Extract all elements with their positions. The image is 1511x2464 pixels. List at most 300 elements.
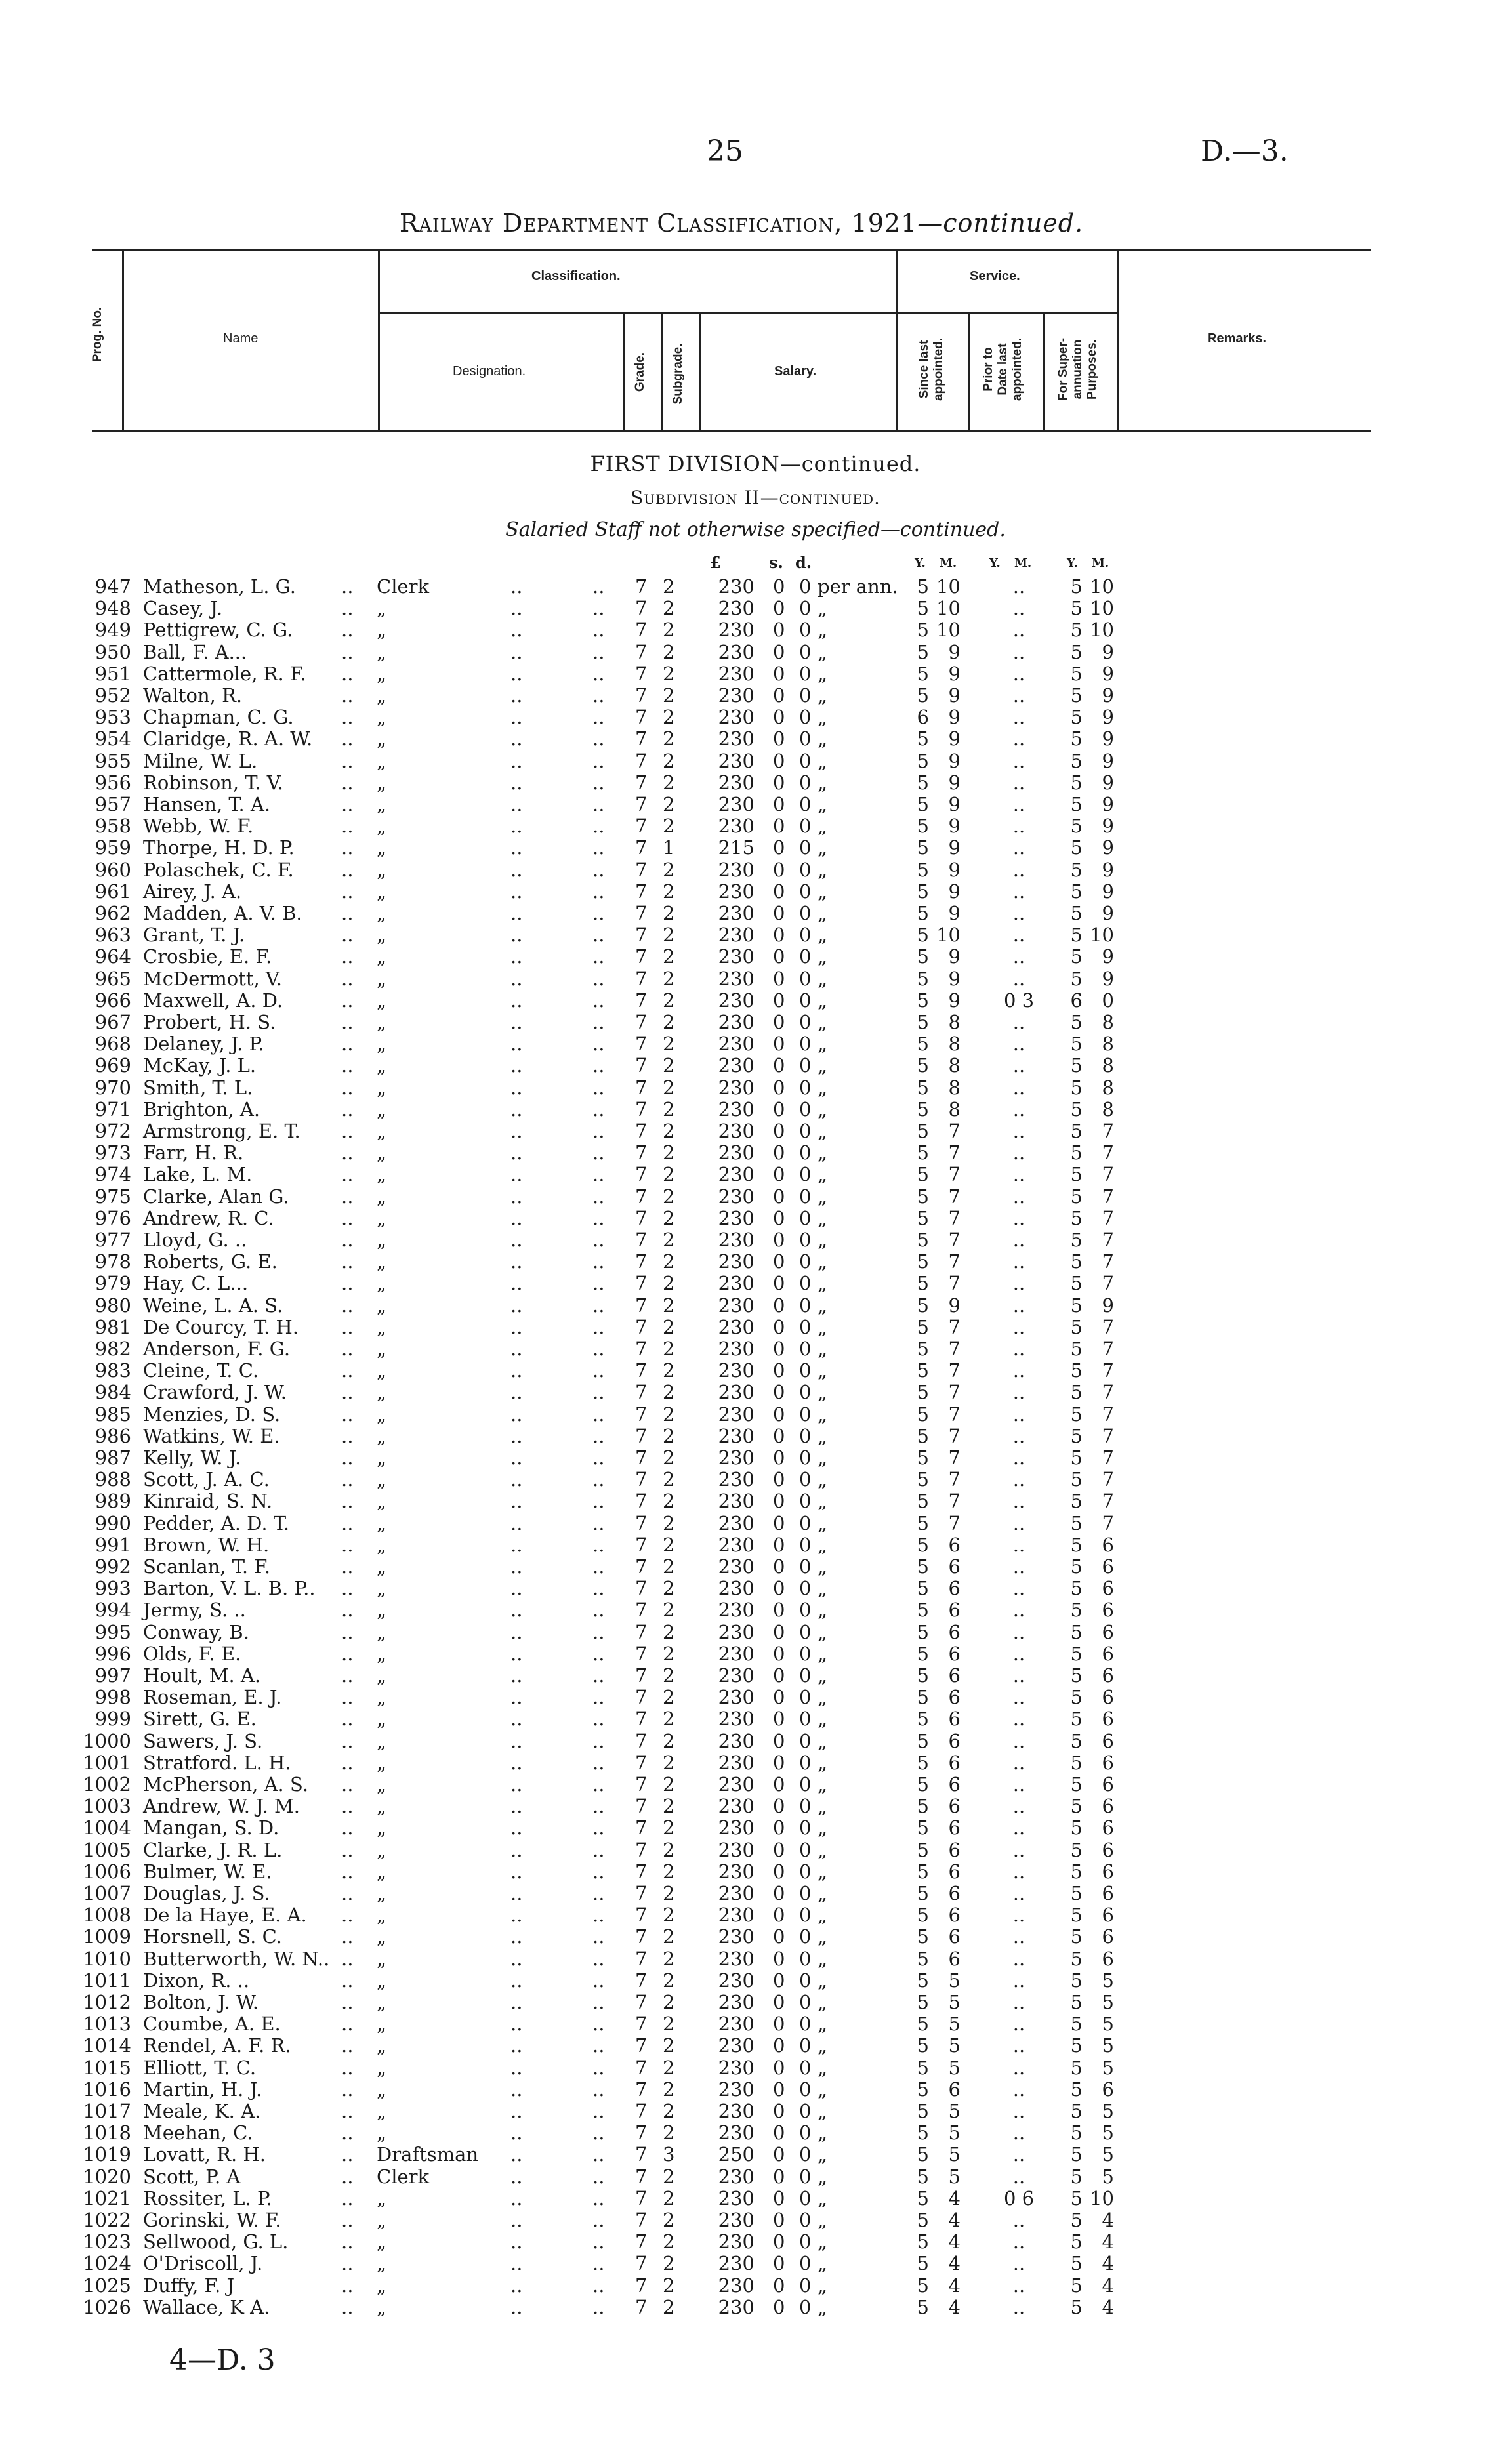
row-superannuation-years: 5 [1070,1729,1083,1752]
row-salary-pence: 0 [799,1468,812,1491]
row-salary-period: „ [818,945,828,968]
row-salary-shillings: 0 [773,1294,785,1317]
leader-dots: .. [510,706,523,729]
row-designation: Draftsman [377,2143,479,2166]
table-row [0,1251,1511,1273]
row-salary-shillings: 0 [773,1729,785,1752]
row-subgrade: 2 [663,793,675,815]
row-prior-service: .. [1012,1947,1025,1970]
row-subgrade: 2 [663,2122,675,2145]
table-row [0,903,1511,924]
leader-dots: .. [341,1054,354,1077]
row-superannuation-years: 5 [1070,945,1083,968]
row-designation: „ [377,771,387,794]
table-row [0,1708,1511,1730]
row-number: 982 [94,1338,131,1360]
row-prior-service: .. [1012,1468,1025,1491]
row-grade: 7 [635,2013,648,2036]
row-prior-service: .. [1012,1120,1025,1142]
row-prior-service: .. [1012,1490,1025,1513]
row-salary-pounds: 230 [718,2056,755,2079]
row-salary-pounds: 230 [718,2295,755,2318]
row-subgrade: 2 [663,2295,675,2318]
row-salary-shillings: 0 [773,1076,785,1099]
row-prior-service: .. [1012,1620,1025,1643]
row-superannuation-months: 9 [1102,771,1114,794]
row-salary-period: „ [818,619,828,642]
row-superannuation-months: 9 [1102,836,1114,859]
row-grade: 7 [635,1076,648,1099]
row-subgrade: 2 [663,1120,675,1142]
row-grade: 7 [635,1817,648,1839]
leader-dots: .. [510,1315,523,1338]
leader-dots: .. [510,749,523,772]
row-prior-service: .. [1012,2122,1025,2145]
row-name: Roberts, G. E. [143,1250,278,1273]
row-salary-shillings: 0 [773,1424,785,1447]
row-superannuation-months: 5 [1102,2034,1114,2057]
row-superannuation-months: 7 [1102,1141,1114,1164]
row-superannuation-years: 5 [1070,619,1083,642]
leader-dots: .. [510,2252,523,2275]
row-name: Rossiter, L. P. [143,2187,272,2209]
leader-dots: .. [592,1229,605,1251]
row-designation: „ [377,1969,387,1992]
row-salary-period: „ [818,1686,828,1709]
row-prior-service: .. [1012,1359,1025,1382]
row-superannuation-months: 4 [1102,2230,1114,2253]
leader-dots: .. [510,2078,523,2101]
row-salary-period: „ [818,1468,828,1491]
row-salary-shillings: 0 [773,1490,785,1513]
leader-dots: .. [510,1403,523,1426]
row-salary-pence: 0 [799,1315,812,1338]
table-row [0,1752,1511,1774]
row-salary-shillings: 0 [773,1098,785,1120]
table-row [0,1382,1511,1403]
row-salary-shillings: 0 [773,1991,785,2013]
leader-dots: .. [592,1991,605,2013]
row-service-years: 5 [917,967,929,990]
row-service-years: 5 [917,836,929,859]
row-designation: „ [377,1206,387,1229]
row-salary-shillings: 0 [773,1381,785,1404]
row-service-months: 9 [948,793,961,815]
row-designation: „ [377,1599,387,1622]
leader-dots: .. [592,815,605,838]
row-salary-period: „ [818,2187,828,2209]
table-row [0,815,1511,837]
row-superannuation-months: 5 [1102,1991,1114,2013]
row-service-years: 5 [917,989,929,1012]
row-subgrade: 2 [663,706,675,729]
table-row [0,1295,1511,1317]
row-service-years: 5 [917,1555,929,1578]
leader-dots: .. [592,1904,605,1927]
leader-dots: .. [510,880,523,903]
leader-dots: .. [341,749,354,772]
row-salary-period: „ [818,1969,828,1992]
row-prior-service: .. [1012,1381,1025,1404]
row-service-months: 7 [948,1120,961,1142]
row-designation: Clerk [377,575,430,598]
row-subgrade: 2 [663,945,675,968]
row-superannuation-years: 5 [1070,1795,1083,1818]
row-designation: „ [377,1838,387,1861]
leader-dots: .. [592,2056,605,2079]
row-service-months: 7 [948,1447,961,1469]
row-superannuation-months: 9 [1102,640,1114,663]
row-salary-shillings: 0 [773,1555,785,1578]
row-salary-pence: 0 [799,2230,812,2253]
row-salary-pounds: 230 [718,1664,755,1687]
row-service-months: 6 [948,1729,961,1752]
leader-dots: .. [510,1033,523,1056]
row-superannuation-months: 9 [1102,749,1114,772]
row-salary-pounds: 230 [718,2274,755,2297]
row-subgrade: 2 [663,1773,675,1796]
row-number: 949 [94,619,131,642]
row-subgrade: 2 [663,1338,675,1360]
row-grade: 7 [635,2034,648,2057]
leader-dots: .. [592,924,605,947]
row-prior-service: .. [1012,1250,1025,1273]
leader-dots: .. [592,2034,605,2057]
row-grade: 7 [635,1359,648,1382]
table-row [0,1926,1511,1948]
row-superannuation-years: 5 [1070,1272,1083,1295]
row-service-months: 6 [948,1642,961,1665]
table-row [0,1665,1511,1687]
row-name: Ball, F. A... [143,640,247,663]
row-prior-service: .. [1012,793,1025,815]
row-subgrade: 2 [663,2252,675,2275]
leader-dots: .. [341,1315,354,1338]
row-salary-period: „ [818,1141,828,1164]
row-superannuation-years: 5 [1070,2056,1083,2079]
leader-dots: .. [341,1185,354,1208]
row-service-months: 7 [948,1424,961,1447]
row-salary-shillings: 0 [773,1686,785,1709]
row-service-years: 5 [917,1533,929,1556]
row-designation: „ [377,967,387,990]
row-salary-pence: 0 [799,2187,812,2209]
row-salary-period: „ [818,1229,828,1251]
row-salary-pence: 0 [799,1054,812,1077]
row-salary-pence: 0 [799,1250,812,1273]
row-number: 950 [94,640,131,663]
row-designation: „ [377,1403,387,1426]
row-service-months: 7 [948,1141,961,1164]
row-name: Lovatt, R. H. [143,2143,266,2166]
row-service-years: 5 [917,1098,929,1120]
row-service-years: 5 [917,1904,929,1927]
table-row [0,1643,1511,1665]
row-superannuation-years: 5 [1070,1403,1083,1426]
row-number: 956 [94,771,131,794]
row-service-months: 7 [948,1315,961,1338]
row-prior-service: .. [1012,771,1025,794]
row-prior-service: .. [1012,1817,1025,1839]
row-service-years: 5 [917,1751,929,1774]
leader-dots: .. [341,1424,354,1447]
row-salary-pounds: 230 [718,749,755,772]
row-service-months: 4 [948,2295,961,2318]
leader-dots: .. [341,1250,354,1273]
row-service-years: 5 [917,1447,929,1469]
row-subgrade: 2 [663,924,675,947]
table-row [0,642,1511,663]
leader-dots: .. [341,684,354,707]
row-salary-pence: 0 [799,1860,812,1883]
leader-dots: .. [341,728,354,750]
row-superannuation-months: 6 [1102,1729,1114,1752]
row-service-years: 5 [917,1817,929,1839]
row-name: Thorpe, H. D. P. [143,836,295,859]
row-service-years: 5 [917,1359,929,1382]
row-designation: „ [377,1708,387,1731]
row-number: 973 [94,1141,131,1164]
row-salary-period: „ [818,1664,828,1687]
row-prior-service: .. [1012,1991,1025,2013]
row-prior-service: .. [1012,1729,1025,1752]
row-number: 957 [94,793,131,815]
leader-dots: .. [592,597,605,620]
row-service-months: 7 [948,1511,961,1534]
row-service-months: 9 [948,989,961,1012]
row-salary-pounds: 230 [718,1686,755,1709]
row-grade: 7 [635,2230,648,2253]
row-service-years: 5 [917,945,929,968]
row-name: Stratford. L. H. [143,1751,291,1774]
row-service-years: 5 [917,1599,929,1622]
leader-dots: .. [592,1511,605,1534]
row-service-years: 5 [917,1991,929,2013]
row-superannuation-months: 0 [1102,989,1114,1012]
row-service-months: 6 [948,1817,961,1839]
row-salary-pence: 0 [799,1751,812,1774]
leader-dots: .. [592,1315,605,1338]
header-remarks: Remarks. [1207,331,1267,346]
table-row [0,2297,1511,2318]
row-subgrade: 2 [663,1555,675,1578]
row-salary-period: „ [818,2274,828,2297]
row-superannuation-years: 5 [1070,1817,1083,1839]
row-subgrade: 2 [663,575,675,598]
leader-dots: .. [341,1033,354,1056]
row-designation: „ [377,2078,387,2101]
row-salary-period: „ [818,1315,828,1338]
row-prior-service: .. [1012,1882,1025,1904]
header-top-rule [92,249,1371,251]
row-name: Meehan, C. [143,2122,253,2145]
leader-dots: .. [341,1860,354,1883]
row-grade: 7 [635,2165,648,2188]
row-subgrade: 1 [663,836,675,859]
leader-dots: .. [510,1838,523,1861]
row-name: Chapman, C. G. [143,706,294,729]
leader-dots: .. [510,2013,523,2036]
leader-dots: .. [341,1838,354,1861]
row-designation: „ [377,1882,387,1904]
row-superannuation-months: 9 [1102,858,1114,881]
row-designation: „ [377,1620,387,1643]
row-grade: 7 [635,1403,648,1426]
row-salary-pounds: 230 [718,2034,755,2057]
row-service-months: 4 [948,2252,961,2275]
row-superannuation-months: 6 [1102,1904,1114,1927]
table-row [0,1012,1511,1033]
row-salary-shillings: 0 [773,1359,785,1382]
row-name: McKay, J. L. [143,1054,257,1077]
table-row [0,1208,1511,1229]
row-salary-pence: 0 [799,749,812,772]
row-number: 998 [94,1686,131,1709]
row-superannuation-months: 7 [1102,1163,1114,1186]
row-service-months: 10 [936,597,961,620]
row-subgrade: 2 [663,749,675,772]
row-number: 1015 [83,2056,131,2079]
table-row [0,2275,1511,2297]
row-superannuation-years: 5 [1070,1708,1083,1731]
row-superannuation-months: 6 [1102,1773,1114,1796]
row-service-months: 6 [948,1882,961,1904]
row-service-months: 7 [948,1403,961,1426]
row-designation: „ [377,1120,387,1142]
unit-years: Y. [915,556,926,570]
leader-dots: .. [592,2274,605,2297]
row-subgrade: 2 [663,967,675,990]
row-superannuation-months: 6 [1102,1860,1114,1883]
row-salary-pence: 0 [799,1904,812,1927]
row-service-months: 9 [948,640,961,663]
row-superannuation-months: 6 [1102,1751,1114,1774]
row-number: 976 [94,1206,131,1229]
leader-dots: .. [341,793,354,815]
row-service-years: 5 [917,597,929,620]
row-prior-service: .. [1012,662,1025,685]
leader-dots: .. [510,1229,523,1251]
row-service-years: 5 [917,728,929,750]
row-salary-pence: 0 [799,1533,812,1556]
row-designation: „ [377,640,387,663]
row-salary-pounds: 230 [718,771,755,794]
row-grade: 7 [635,1729,648,1752]
row-superannuation-years: 5 [1070,1751,1083,1774]
row-salary-pence: 0 [799,815,812,838]
row-subgrade: 2 [663,1686,675,1709]
leader-dots: .. [510,1947,523,1970]
row-designation: „ [377,2013,387,2036]
row-grade: 7 [635,1969,648,1992]
row-salary-pounds: 230 [718,1250,755,1273]
row-superannuation-months: 6 [1102,2078,1114,2101]
row-number: 975 [94,1185,131,1208]
leader-dots: .. [510,1511,523,1534]
row-grade: 7 [635,2100,648,2122]
row-salary-shillings: 0 [773,1468,785,1491]
leader-dots: .. [510,2165,523,2188]
row-designation: „ [377,1033,387,1056]
row-salary-pounds: 230 [718,1229,755,1251]
table-row [0,1317,1511,1338]
leader-dots: .. [592,2143,605,2166]
leader-dots: .. [510,1272,523,1295]
row-prior-service: .. [1012,2209,1025,2231]
row-prior-service: .. [1012,2100,1025,2122]
leader-dots: .. [510,1751,523,1774]
row-subgrade: 2 [663,597,675,620]
row-salary-shillings: 0 [773,662,785,685]
row-service-months: 6 [948,1773,961,1796]
row-salary-pounds: 230 [718,1620,755,1643]
row-name: Butterworth, W. N.. [143,1947,330,1970]
leader-dots: .. [341,1141,354,1164]
row-prior-service: .. [1012,945,1025,968]
row-superannuation-months: 9 [1102,880,1114,903]
row-grade: 7 [635,858,648,881]
row-service-months: 9 [948,771,961,794]
leader-dots: .. [341,1294,354,1317]
table-row [0,1817,1511,1839]
row-service-months: 10 [936,575,961,598]
row-salary-period: „ [818,1272,828,1295]
row-salary-shillings: 0 [773,2013,785,2036]
row-salary-pence: 0 [799,1447,812,1469]
leader-dots: .. [592,793,605,815]
leader-dots: .. [592,1860,605,1883]
row-salary-period: „ [818,662,828,685]
leader-dots: .. [592,1338,605,1360]
row-superannuation-months: 4 [1102,2252,1114,2275]
row-designation: „ [377,662,387,685]
leader-dots: .. [510,1359,523,1382]
table-row [0,1360,1511,1382]
row-superannuation-years: 5 [1070,1490,1083,1513]
leader-dots: .. [592,1708,605,1731]
row-superannuation-months: 4 [1102,2209,1114,2231]
row-salary-pence: 0 [799,858,812,881]
row-prior-service: .. [1012,1076,1025,1099]
row-service-years: 5 [917,815,929,838]
leader-dots: .. [510,1141,523,1164]
table-row [0,750,1511,772]
row-grade: 7 [635,1599,648,1622]
row-superannuation-months: 6 [1102,1664,1114,1687]
row-service-years: 5 [917,793,929,815]
table-row [0,1948,1511,1970]
row-designation: „ [377,1185,387,1208]
row-number: 992 [94,1555,131,1578]
leader-dots: .. [510,1773,523,1796]
table-row [0,2253,1511,2274]
row-prior-service: .. [1012,1098,1025,1120]
row-number: 983 [94,1359,131,1382]
row-salary-pence: 0 [799,1838,812,1861]
header-grade: Grade. [633,352,647,392]
row-salary-shillings: 0 [773,1120,785,1142]
row-salary-period: „ [818,1991,828,2013]
row-prior-service: .. [1012,1555,1025,1578]
row-designation: „ [377,2122,387,2145]
row-number: 979 [94,1272,131,1295]
row-subgrade: 2 [663,1098,675,1120]
row-name: Gorinski, W. F. [143,2209,281,2231]
row-salary-pence: 0 [799,684,812,707]
row-name: Hoult, M. A. [143,1664,261,1687]
table-row [0,1120,1511,1142]
row-service-months: 9 [948,815,961,838]
